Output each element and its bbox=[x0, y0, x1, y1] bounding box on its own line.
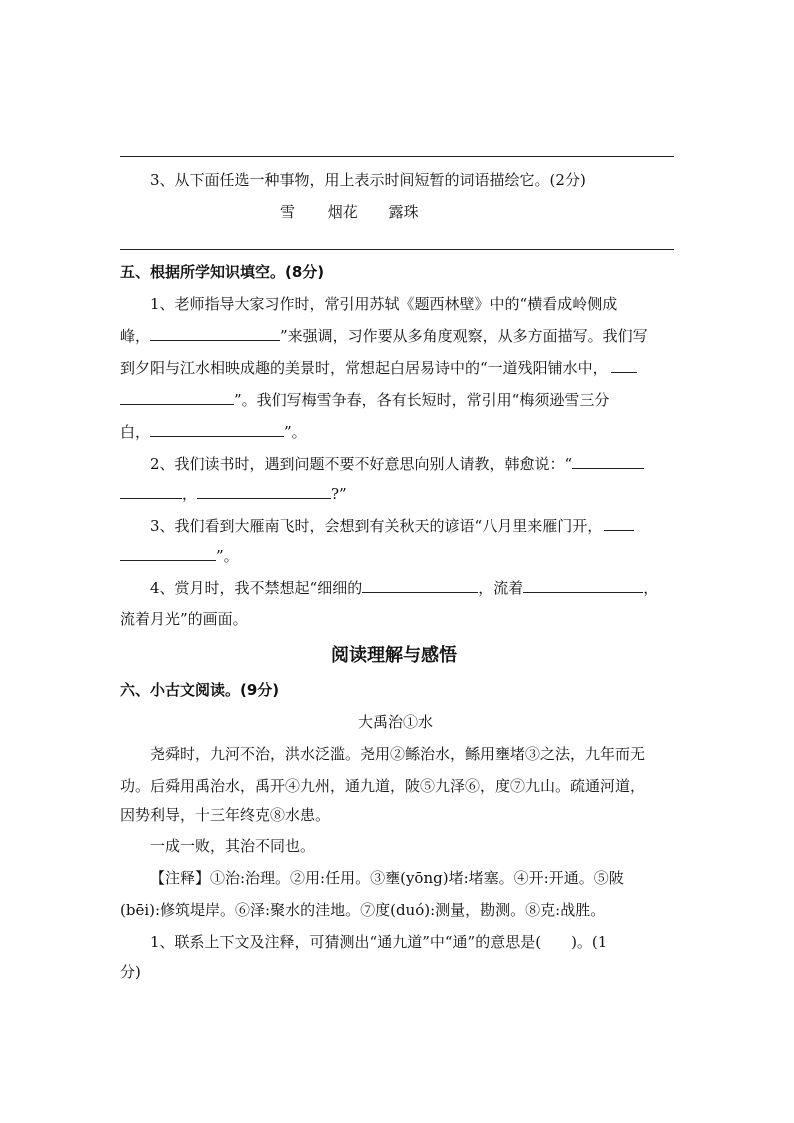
question-3-text: 3、从下面任选一种事物，用上表示时间短暂的词语描绘它。(2分) bbox=[150, 171, 586, 189]
s6-q1-text: 1、联系上下文及注释，可猜测出“通九道”中“通”的意思是( )。(1 bbox=[150, 933, 608, 951]
s5-q4-text: ， bbox=[643, 579, 659, 597]
notes-line2 bbox=[120, 900, 605, 920]
fill-blank[interactable] bbox=[120, 390, 234, 405]
s5-q2-text: 2、我们读书时，遇到问题不要不好意思向别人请教，韩愈说：“ bbox=[150, 455, 573, 473]
fill-blank[interactable] bbox=[604, 516, 634, 531]
s5-q4-text: ，流着 bbox=[478, 579, 524, 597]
s5-q1-line2 bbox=[120, 326, 648, 346]
passage-line2 bbox=[120, 776, 645, 796]
fill-blank[interactable] bbox=[150, 326, 280, 341]
fill-blank[interactable] bbox=[120, 484, 182, 499]
passage-line1 bbox=[150, 744, 645, 764]
notes-text: 【注释】①治:治理。②用:任用。③壅(yōng)堵:堵塞。④开:开通。⑤陂 bbox=[150, 869, 624, 887]
s5-q1-line5 bbox=[120, 422, 307, 442]
s6-q1-line1 bbox=[150, 932, 607, 952]
s5-q2-text: ?” bbox=[331, 485, 347, 503]
reading-section-title bbox=[331, 646, 457, 666]
fill-blank[interactable] bbox=[362, 578, 478, 593]
s5-q4-text: 流着月光”的画面。 bbox=[120, 610, 248, 628]
s5-q1-text: 到夕阳与江水相映成趣的美景时，常想起白居易诗中的“一道残阳铺水中， bbox=[120, 359, 608, 377]
fill-blank[interactable] bbox=[150, 422, 284, 437]
s5-q1-text: 峰， bbox=[120, 327, 151, 345]
reading-title-text: 阅读理解与感悟 bbox=[331, 645, 457, 666]
passage-text: 一成一败，其治不同也。 bbox=[150, 837, 316, 855]
s5-q1-text: ”。我们写梅雪争春，各有长短时，常引用“梅须逊雪三分 bbox=[234, 391, 610, 409]
passage-title bbox=[358, 712, 433, 732]
s5-q1-text: 1、老师指导大家习作时，常引用苏轼《题西林壁》中的“横看成岭侧成 bbox=[150, 295, 618, 313]
s5-q3-line1 bbox=[150, 516, 634, 536]
answer-line bbox=[120, 249, 674, 250]
fill-blank[interactable] bbox=[120, 546, 216, 561]
option-dewdrop: 露珠 bbox=[388, 203, 419, 221]
option-snow: 雪 bbox=[280, 203, 296, 221]
option-fireworks: 烟花 bbox=[327, 203, 358, 221]
section-6-heading-text: 六、小古文阅读。(9分) bbox=[120, 681, 280, 699]
s5-q2-text: ， bbox=[182, 485, 198, 503]
s5-q3-text: ”。 bbox=[216, 547, 239, 565]
s5-q1-text: 白， bbox=[120, 423, 151, 441]
fill-blank[interactable] bbox=[611, 358, 637, 373]
s5-q4-line1 bbox=[150, 578, 658, 598]
notes-line1 bbox=[150, 868, 624, 888]
passage-text: 尧舜时，九河不治，洪水泛滥。尧用②鲧治水，鲧用壅堵③之法，九年而无 bbox=[150, 745, 646, 763]
passage-title-text: 大禹治①水 bbox=[358, 713, 434, 731]
passage-line4 bbox=[150, 836, 315, 856]
s5-q1-line4 bbox=[120, 390, 609, 410]
answer-line bbox=[120, 156, 674, 157]
s5-q2-line2 bbox=[120, 484, 347, 504]
s5-q2-line1 bbox=[150, 454, 644, 474]
notes-text: (bēi):修筑堤岸。⑥泽:聚水的洼地。⑦度(duó):测量，勘测。⑧克:战胜。 bbox=[120, 901, 606, 919]
fill-blank[interactable] bbox=[572, 454, 644, 469]
section-5-heading-text: 五、根据所学知识填空。(8分) bbox=[120, 263, 325, 281]
s6-q1-line2 bbox=[120, 962, 141, 982]
s6-q1-text: 分) bbox=[120, 963, 141, 981]
section-6-heading bbox=[120, 680, 279, 700]
s5-q3-text: 3、我们看到大雁南飞时，会想到有关秋天的谚语“八月里来雁门开， bbox=[150, 517, 603, 535]
fill-blank[interactable] bbox=[197, 484, 331, 499]
question-3-options bbox=[280, 202, 419, 222]
s5-q3-line2 bbox=[120, 546, 239, 566]
question-3 bbox=[150, 170, 586, 190]
s5-q1-line1 bbox=[150, 294, 617, 314]
passage-text: 因势利导，十三年终克⑧水患。 bbox=[120, 806, 331, 824]
passage-text: 功。后舜用禹治水，禹开④九州，通九道，陂⑤九泽⑥，度⑦九山。疏通河道， bbox=[120, 777, 646, 795]
fill-blank[interactable] bbox=[523, 578, 643, 593]
s5-q4-text: 4、赏月时，我不禁想起“细细的 bbox=[150, 579, 363, 597]
s5-q1-text: ”。 bbox=[284, 423, 307, 441]
section-5-heading bbox=[120, 262, 324, 282]
s5-q1-line3 bbox=[120, 358, 637, 378]
s5-q1-text: ”来强调，习作要从多角度观察，从多方面描写。我们写 bbox=[280, 327, 648, 345]
passage-line3 bbox=[120, 805, 330, 825]
s5-q4-line2 bbox=[120, 609, 248, 629]
